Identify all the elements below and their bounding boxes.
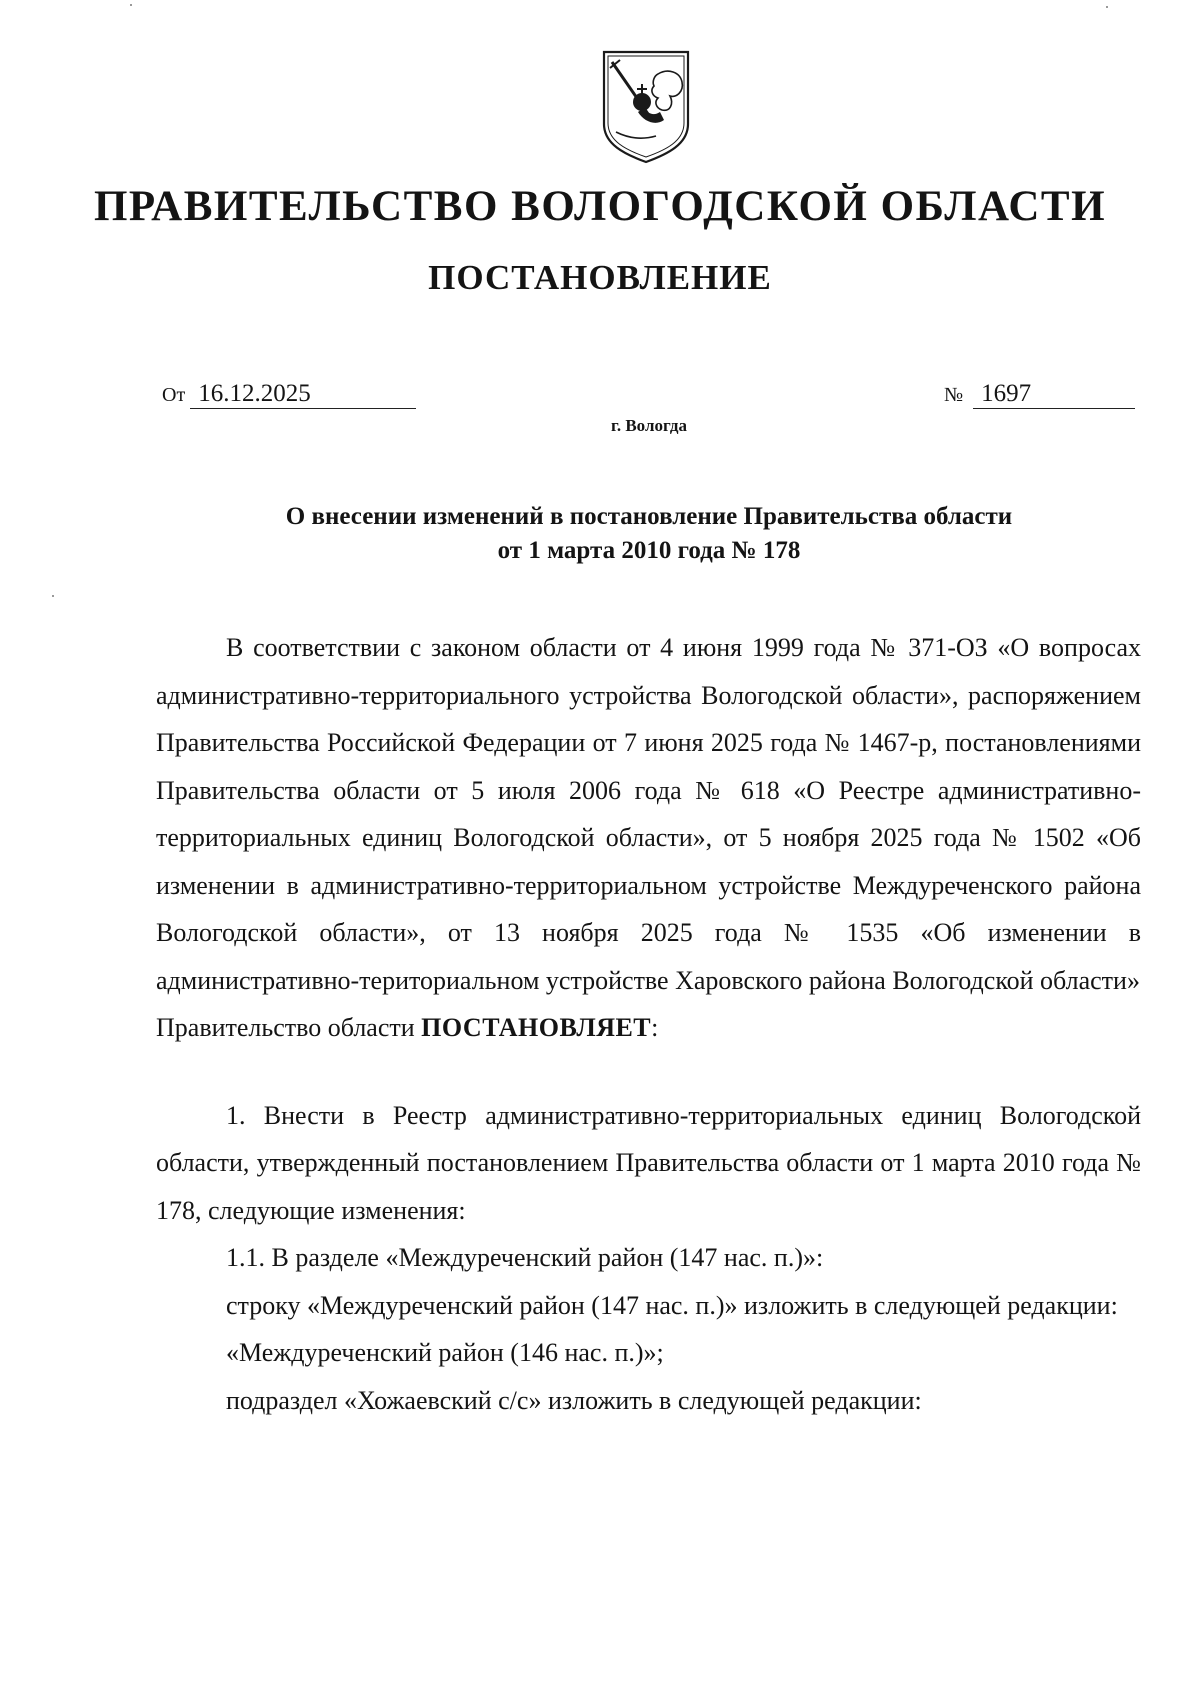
document-subject (0, 500, 1200, 568)
preamble-paragraph: В соответствии с законом области от 4 июня 1999 года № 371-ОЗ «О вопросах административно-территориального устройства Вологодской области», распоряжением Правительства Российской Федерации от 7 июня 2025 года № 1467-р, постановлениями Правительства области от 5 июля 2006 года № 618 «О Реестре административно-территориальных единиц Вологодской области», от 5 ноября 2025 года № 1502 «Об изменении в административно-территориальном устройстве Междуреченского района Вологодской области», от 13 ноября 2025 года № 1535 «Об изменении в административно-териториальном устройстве Харовского района Вологодской области» (156, 633, 1141, 995)
date-value: 16.12.2025 (190, 381, 416, 409)
number-prefix: № (944, 384, 964, 406)
number-field (944, 381, 1135, 409)
government-title: ПРАВИТЕЛЬСТВО ВОЛОГОДСКОЙ ОБЛАСТИ (93, 183, 1107, 230)
item-1-paragraph: 1. Внести в Реестр административно-территориальных единиц Вологодской области, утвержденный постановлением Правительства области от 1 марта 2010 года № 178, следующие изменения: (156, 1100, 1141, 1225)
date-prefix: От (162, 384, 186, 406)
scan-artifact (52, 595, 54, 597)
scan-artifact (130, 4, 132, 6)
number-value: 1697 (973, 381, 1135, 409)
document-body (156, 624, 1141, 1424)
document-kind-title: ПОСТАНОВЛЕНИЕ (428, 258, 772, 297)
item-1-1-paragraph: 1.1. В разделе «Междуреченский район (147 нас. п.)»: (226, 1243, 824, 1272)
scan-artifact (1106, 6, 1108, 8)
coat-of-arms-emblem (598, 46, 694, 166)
item-1-1-b-paragraph: «Междуреченский район (146 нас. п.)»; (226, 1338, 664, 1367)
decree-verb: ПОСТАНОВЛЯЕТ (421, 1013, 652, 1042)
decree-line (156, 1004, 1141, 1052)
date-field (162, 381, 416, 409)
subject-line-2: от 1 марта 2010 года № 178 (497, 537, 801, 564)
item-1-1-c-paragraph: подраздел «Хожаевский с/с» изложить в следующей редакции: (226, 1385, 922, 1415)
decree-subject: Правительство области (156, 1013, 415, 1042)
city-label: г. Вологда (611, 416, 687, 435)
subject-line-1: О внесении изменений в постановление Правительства области (285, 503, 1013, 530)
decree-colon: : (651, 1013, 659, 1042)
item-1-1-a-paragraph: строку «Междуреченский район (147 нас. п.)» изложить в следующей редакции: (226, 1290, 1118, 1320)
